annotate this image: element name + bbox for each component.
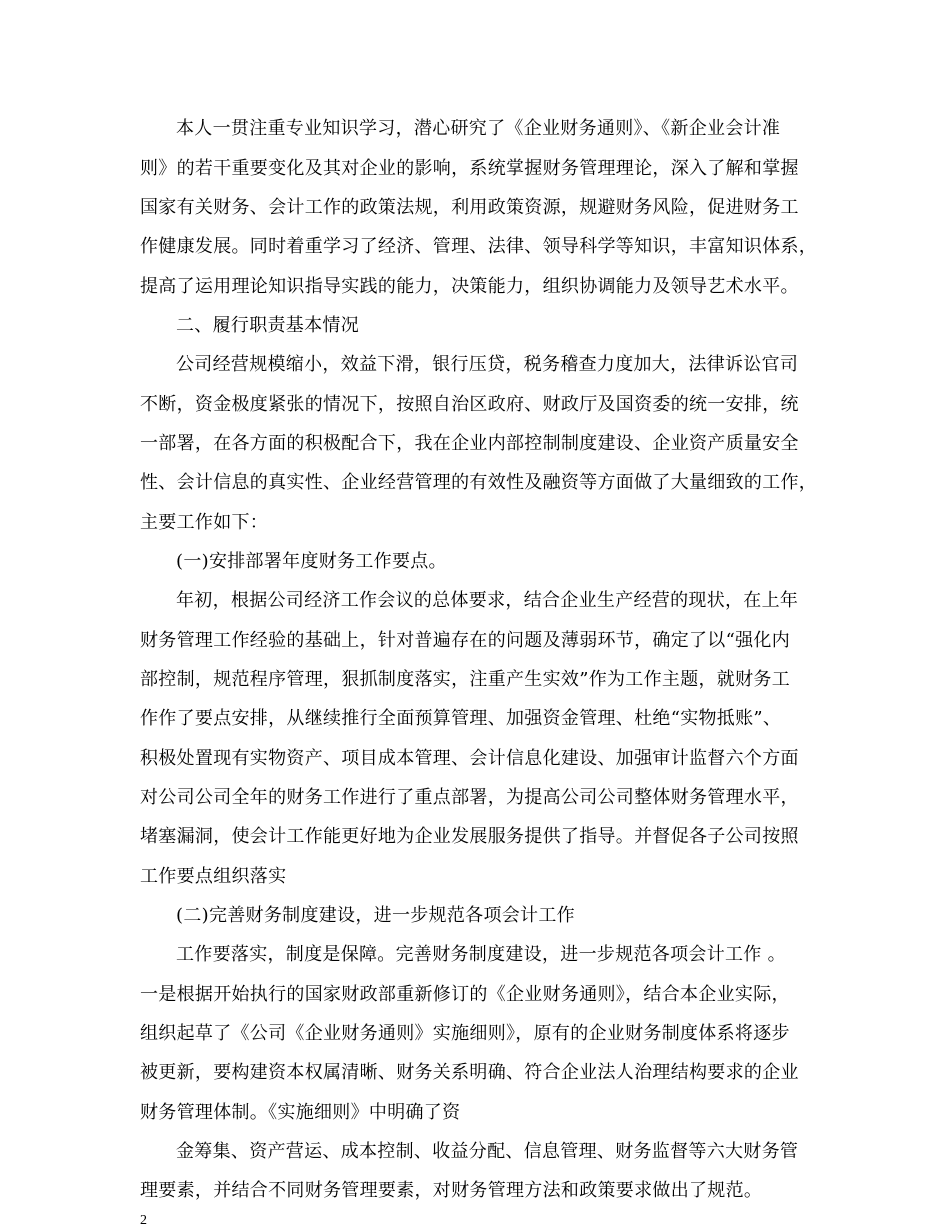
paragraph-line: 提高了运用理论知识指导实践的能力，决策能力，组织协调能力及领导艺术水平。 <box>140 276 799 297</box>
paragraph-line: 部控制，规范程序管理，狠抓制度落实，注重产生实效”作为工作主题，就财务工 <box>140 669 790 690</box>
paragraph-line: 公司经营规模缩小，效益下滑，银行压贷，税务稽查力度加大，法律诉讼官司 <box>176 354 799 375</box>
subsection-heading: (二)完善财务制度建设，进一步规范各项会计工作 <box>176 905 575 926</box>
paragraph-line: 金筹集、资产营运、成本控制、收益分配、信息管理、财务监督等六大财务管 <box>176 1141 799 1162</box>
paragraph-line: 工作要落实，制度是保障。完善财务制度建设，进一步规范各项会计工作 。 <box>176 944 786 965</box>
paragraph-line: 财务管理体制。《实施细则》中明确了资 <box>140 1102 461 1123</box>
paragraph-line: 理要素，并结合不同财务管理要素，对财务管理方法和政策要求做出了规范。 <box>140 1180 763 1201</box>
section-heading: 二、履行职责基本情况 <box>176 315 359 336</box>
subsection-heading: (一)安排部署年度财务工作要点。 <box>176 551 447 572</box>
paragraph-line: 财务管理工作经验的基础上，针对普遍存在的问题及薄弱环节，确定了以“强化内 <box>140 630 790 651</box>
paragraph-line: 一是根据开始执行的国家财政部重新修订的《企业财务通则》，结合本企业实际， <box>140 984 790 1005</box>
paragraph-line: 组织起草了《公司《企业财务通则》实施细则》，原有的企业财务制度体系将逐步 <box>140 1023 790 1044</box>
page-number: 2 <box>140 1213 147 1228</box>
paragraph-line: 被更新，要构建资本权属清晰、财务关系明确、符合企业法人治理结构要求的企业 <box>140 1062 799 1083</box>
paragraph-line: 不断，资金极度紧张的情况下，按照自治区政府、财政厅及国资委的统一安排，统 <box>140 394 799 415</box>
paragraph-line: 性、会计信息的真实性、企业经营管理的有效性及融资等方面做了大量细致的工作， <box>140 472 818 493</box>
paragraph-line: 积极处置现有实物资产、项目成本管理、会计信息化建设、加强审计监督六个方面 <box>140 748 799 769</box>
paragraph-line: 作作了要点安排，从继续推行全面预算管理、加强资金管理、杜绝“实物抵账”、 <box>140 708 782 729</box>
paragraph-line: 年初，根据公司经济工作会议的总体要求，结合企业生产经营的现状，在上年 <box>176 590 799 611</box>
paragraph-line: 堵塞漏洞，使会计工作能更好地为企业发展服务提供了指导。并督促各子公司按照 <box>140 826 799 847</box>
paragraph-line: 作健康发展。同时着重学习了经济、管理、法律、领导科学等知识，丰富知识体系， <box>140 236 818 257</box>
paragraph-line: 本人一贯注重专业知识学习，潜心研究了《企业财务通则》、《新企业会计准 <box>176 118 781 139</box>
paragraph-line: 对公司公司全年的财务工作进行了重点部署，为提高公司公司整体财务管理水平， <box>140 787 799 808</box>
paragraph-line: 工作要点组织落实 <box>140 866 287 887</box>
paragraph-line: 国家有关财务、会计工作的政策法规，利用政策资源，规避财务风险，促进财务工 <box>140 197 799 218</box>
paragraph-line: 一部署，在各方面的积极配合下，我在企业内部控制制度建设、企业资产质量安全 <box>140 433 799 454</box>
paragraph-line: 则》的若干重要变化及其对企业的影响，系统掌握财务管理理论，深入了解和掌握 <box>140 158 799 179</box>
paragraph-line: 主要工作如下： <box>140 512 269 533</box>
